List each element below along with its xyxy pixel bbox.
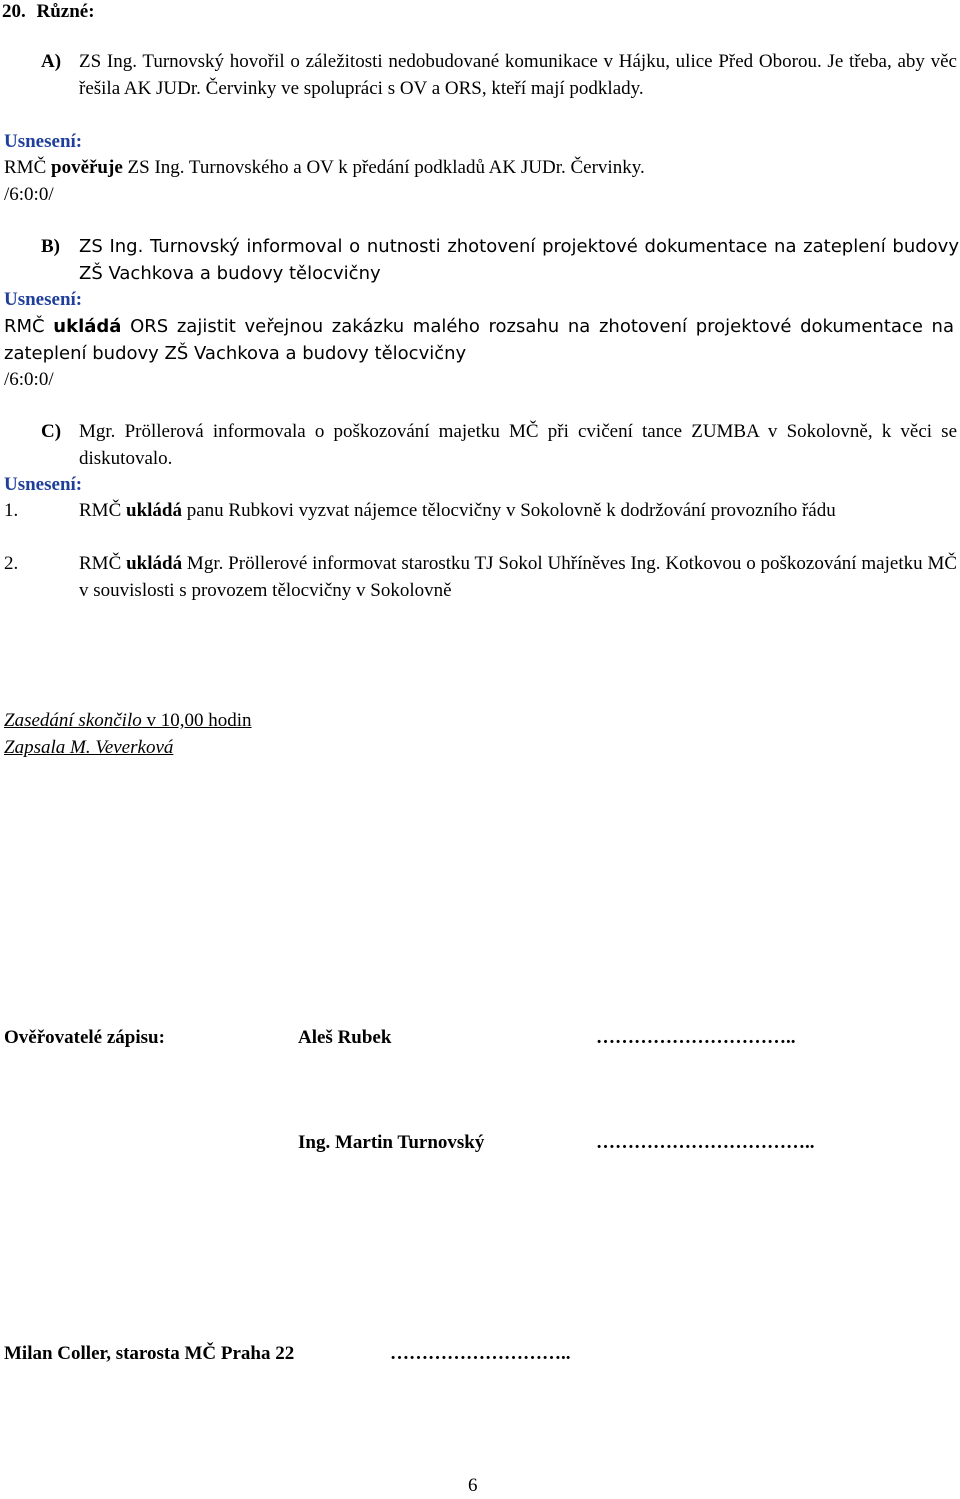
item-c-usneseni-label: Usnesení: — [4, 474, 83, 495]
item-c-res2 — [79, 550, 957, 604]
verifier-name-2: Ing. Martin Turnovský — [298, 1132, 485, 1153]
meeting-end-time: v 10,00 hodin — [141, 710, 252, 731]
item-c-res1-number: 1. — [4, 500, 19, 521]
item-b-letter: B) — [41, 236, 60, 257]
item-a-res-pre: RMČ — [4, 157, 47, 178]
item-a-resolution — [4, 154, 645, 181]
item-c-text: Mgr. Pröllerová informovala o poškozování majetku MČ při cvičení tance ZUMBA v Sokolovně, k věci se diskutovalo. — [79, 421, 957, 469]
item-c-res2-pre: RMČ — [79, 553, 122, 574]
signature-line-3: ……………………….. — [390, 1343, 571, 1364]
item-c-res1 — [79, 497, 957, 524]
item-a-res-rest: ZS Ing. Turnovského a OV k předání podkladů AK JUDr. Červinky. — [127, 157, 645, 178]
item-b-vote: /6:0:0/ — [4, 369, 54, 390]
item-b-resolution — [4, 313, 954, 367]
meeting-end-italic: Zasedání skončilo — [4, 710, 142, 731]
item-b-usneseni-label: Usnesení: — [4, 289, 83, 310]
item-c-res1-verb: ukládá — [126, 500, 182, 521]
section-number: 20. — [2, 1, 26, 22]
signature-line-2: …………………………….. — [596, 1132, 815, 1153]
item-c-res2-verb: ukládá — [126, 553, 183, 574]
item-c-res1-pre: RMČ — [79, 500, 122, 521]
item-c-letter: C) — [41, 421, 62, 442]
mayor-name: Milan Coller, starosta MČ Praha 22 — [4, 1343, 295, 1364]
page-number: 6 — [468, 1475, 478, 1496]
signature-line-1: ………………………….. — [596, 1027, 796, 1048]
section-title: Různé: — [36, 1, 95, 22]
item-b-res-pre: RMČ — [4, 316, 45, 337]
item-b-res-verb: ukládá — [53, 316, 122, 337]
recorded-by: Zapsala M. Veverková — [4, 737, 174, 758]
item-a-res-verb: pověřuje — [51, 157, 123, 178]
item-a-letter: A) — [41, 51, 62, 72]
verifiers-label: Ověřovatelé zápisu: — [4, 1027, 165, 1048]
item-b-res-rest: ORS zajistit veřejnou zakázku malého rozsahu na zhotovení projektové dokumentace na zateplení budovy ZŠ Vachkova a budovy tělocvičny — [4, 316, 954, 364]
section-heading — [2, 0, 95, 25]
item-a-usneseni-label: Usnesení: — [4, 131, 83, 152]
item-a-text: ZS Ing. Turnovský hovořil o záležitosti nedobudované komunikace v Hájku, ulice Před Oborou. Je třeba, aby věc řešila AK JUDr. Červinky ve spolupráci s OV a ORS, kteří mají podklady. — [79, 51, 957, 99]
item-a-vote: /6:0:0/ — [4, 184, 54, 205]
item-c-res2-number: 2. — [4, 553, 19, 574]
item-c-res2-rest: Mgr. Pröllerové informovat starostku TJ Sokol Uhříněves Ing. Kotkovou o poškozování majetku MČ v souvislosti s provozem tělocvičny v Sokolovně — [79, 553, 958, 601]
item-c-res1-rest: panu Rubkovi vyzvat nájemce tělocvičny v Sokolovně k dodržování provozního řádu — [186, 500, 836, 521]
verifier-name-1: Aleš Rubek — [298, 1027, 392, 1048]
item-b-text: ZS Ing. Turnovský informoval o nutnosti zhotovení projektové dokumentace na zateplení budovy ZŠ Vachkova a budovy tělocvičny — [79, 236, 959, 284]
meeting-end-line — [4, 707, 252, 734]
